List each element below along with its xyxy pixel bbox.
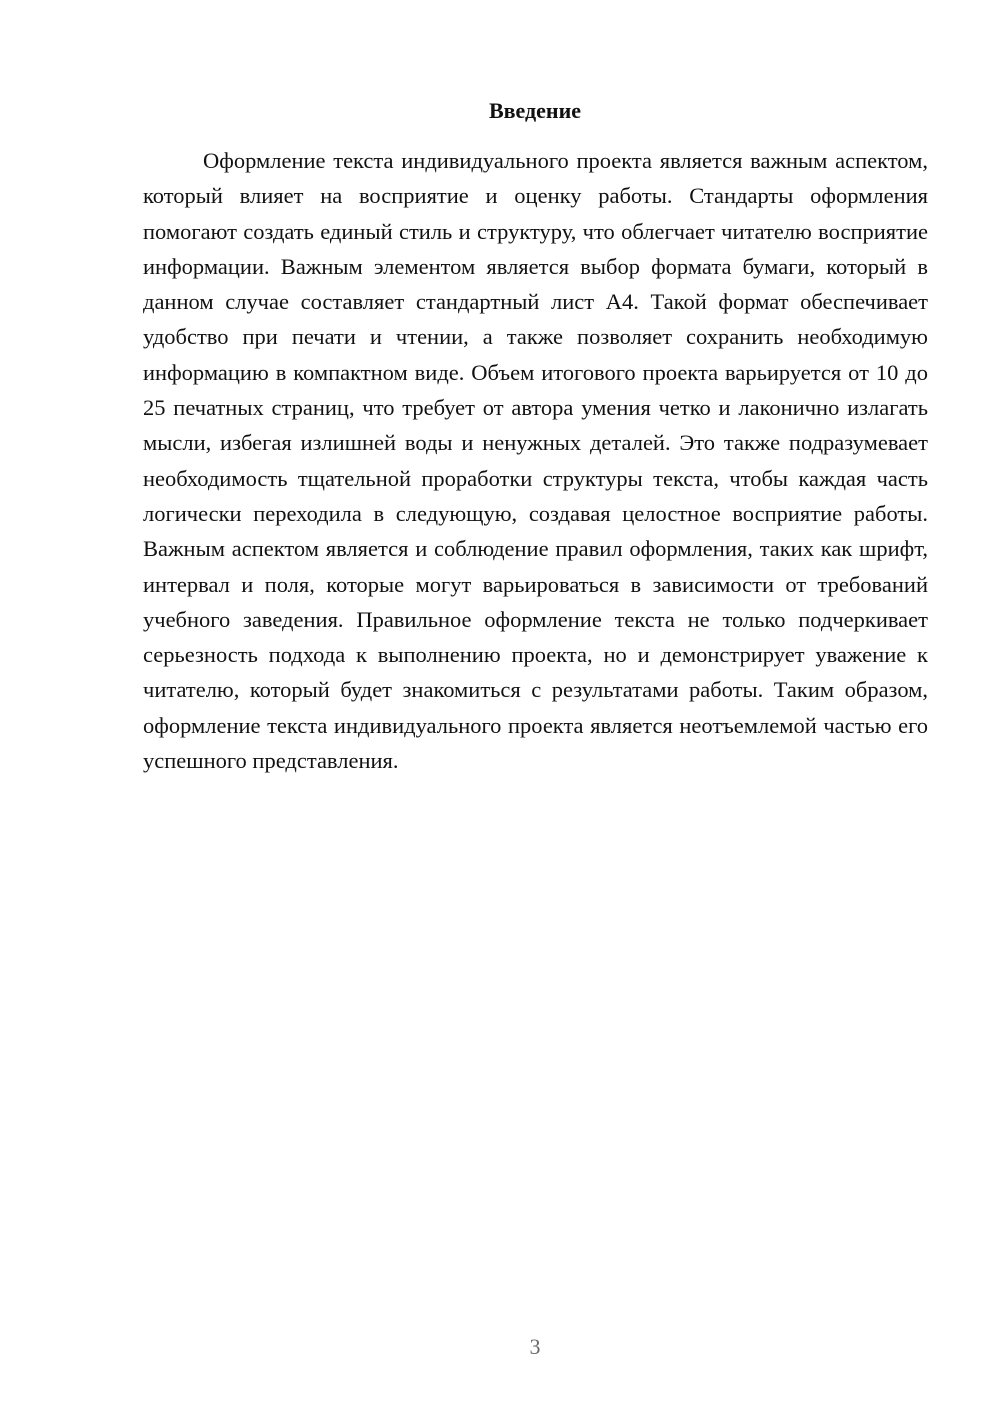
section-heading: Введение [488, 98, 582, 123]
page-number: 3 [529, 1334, 541, 1359]
body-paragraph: Оформление текста индивидуального проекта является важным аспектом, который влияет на восприятие и оценку работы. Стандарты оформления помогают создать единый стиль и структуру, что облегчает читателю восприятие информации. Важным элементом является выбор формата бумаги, который в данном случае составляет стандартный лист А4. Такой формат обеспечивает удобство при печати и чтении, а также позволяет сохранить необходимую информацию в компактном виде. Объем итогового проекта варьируется от 10 до 25 печатных страниц, что требует от автора умения четко и лаконично излагать мысли, избегая излишней воды и ненужных деталей. Это также подразумевает необходимость тщательной проработки структуры текста, чтобы каждая часть логически переходила в следующую, создавая целостное восприятие работы. Важным аспектом является и соблюдение правил оформления, таких как шрифт, интервал и поля, которые могут варьироваться в зависимости от требований учебного заведения. Правильное оформление текста не только подчеркивает серьезность подхода к выполнению проекта, но и демонстрирует уважение к читателю, который будет знакомиться с результатами работы. Таким образом, оформление текста индивидуального проекта является неотъемлемой частью его успешного представления. [143, 148, 928, 774]
